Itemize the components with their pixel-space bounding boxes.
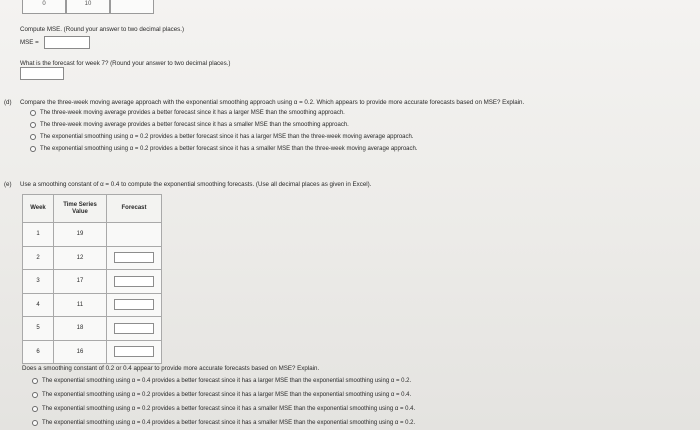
time-series-header: Time Series Value [54,195,107,223]
part-e-question: Use a smoothing constant of α = 0.4 to compute the exponential smoothing forecasts. (Use all decimal places as given in Excel). [20,181,372,188]
radio-button[interactable] [30,146,36,152]
week-cell: 3 [23,270,54,294]
week-cell: 5 [23,317,54,341]
value-cell: 12 [54,246,107,270]
forecast-header: Forecast [107,195,162,223]
mse-label: MSE = [20,39,39,46]
table-row [23,340,162,364]
value-cell: 18 [54,317,107,341]
value-cell: 17 [54,270,107,294]
forecast-cell [107,340,162,364]
value-cell: 16 [54,340,107,364]
radio-button[interactable] [30,110,36,116]
value-cell: 11 [54,293,107,317]
radio-button[interactable] [30,122,36,128]
forecast-cell [107,293,162,317]
week-header: Week [23,195,54,223]
radio-button[interactable] [32,378,38,384]
forecast-cell [107,246,162,270]
week-cell: 2 [23,246,54,270]
forecast-cell [107,270,162,294]
part-d-label: (d) [4,99,12,106]
forecast-week7-input[interactable] [20,67,64,80]
table-row [23,270,162,294]
part-d-option-2[interactable]: The three-week moving average provides a better forecast since it has a smaller MSE than the smoothing approach. [30,122,349,128]
week-cell: 6 [23,340,54,364]
forecast-input[interactable] [114,346,154,357]
forecast-table [22,194,162,364]
part-d-option-4[interactable]: The exponential smoothing using α = 0.2 provides a better forecast since it has a smaller MSE than the three-week moving average approach. [30,146,418,152]
part-e-option-3[interactable]: The exponential smoothing using α = 0.2 provides a better forecast since it has a smaller MSE than the exponential smoothing using α = 0.4. [32,406,415,412]
table-row [23,317,162,341]
part-e-option-4[interactable]: The exponential smoothing using α = 0.4 provides a better forecast since it has a smaller MSE than the exponential smoothing using α = 0.2. [32,420,415,426]
radio-button[interactable] [32,420,38,426]
top-table-cell [110,0,154,14]
radio-button[interactable] [30,134,36,140]
part-d-option-1[interactable]: The three-week moving average provides a better forecast since it has a larger MSE than the smoothing approach. [30,110,345,116]
part-e-option-1[interactable]: The exponential smoothing using α = 0.4 provides a better forecast since it has a larger MSE than the exponential smoothing using α = 0.2. [32,378,411,384]
table-row [23,246,162,270]
part-e-option-2[interactable]: The exponential smoothing using α = 0.2 provides a better forecast since it has a larger MSE than the exponential smoothing using α = 0.4. [32,392,411,398]
forecast-input[interactable] [114,276,154,287]
mse-instruction: Compute MSE. (Round your answer to two decimal places.) [20,26,185,33]
forecast-week7-question: What is the forecast for week 7? (Round your answer to two decimal places.) [20,60,231,67]
week-cell: 1 [23,223,54,247]
part-d-option-3[interactable]: The exponential smoothing using α = 0.2 provides a better forecast since it has a larger MSE than the three-week moving average approach. [30,134,414,140]
part-d-question: Compare the three-week moving average approach with the exponential smoothing approach using α = 0.2. Which appears to provide more accurate forecasts based on MSE? Explain. [20,99,525,106]
top-table-cell: 0 [22,0,66,14]
table-row [23,223,162,247]
mse-input[interactable] [44,36,90,49]
value-cell: 19 [54,223,107,247]
part-e-label: (e) [4,181,12,188]
top-table-cell: 10 [66,0,110,14]
forecast-input[interactable] [114,252,154,263]
radio-button[interactable] [32,406,38,412]
forecast-input[interactable] [114,299,154,310]
radio-button[interactable] [32,392,38,398]
forecast-cell [107,317,162,341]
week-cell: 4 [23,293,54,317]
followup-question: Does a smoothing constant of 0.2 or 0.4 appear to provide more accurate forecasts based on MSE? Explain. [22,365,320,372]
table-header-row [23,195,162,223]
forecast-cell [107,223,162,247]
forecast-input[interactable] [114,323,154,334]
table-row [23,293,162,317]
